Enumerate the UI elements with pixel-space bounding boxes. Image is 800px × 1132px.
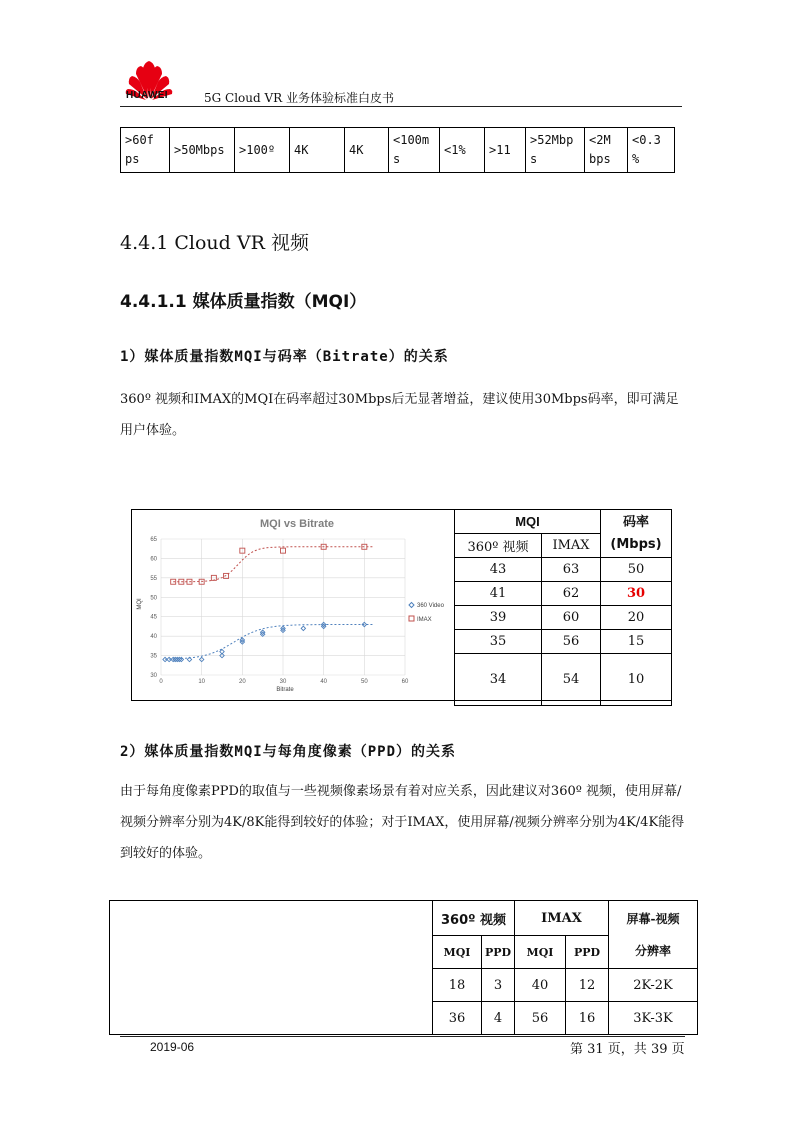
header-360-video: 360º 视频 (433, 901, 515, 936)
x-tick-label: 50 (360, 679, 368, 685)
x-tick-label: 30 (279, 679, 287, 685)
subheader-ppd: PPD (566, 936, 609, 969)
legend-label-imax: IMAX (417, 617, 432, 623)
table-cell: 20 (601, 606, 672, 630)
footer-date: 2019-06 (150, 1040, 195, 1054)
col-360-video: 360º 视频 (455, 534, 542, 558)
table-cell: 62 (542, 582, 601, 606)
subsection-heading: 4.4.1.1 媒体质量指数（MQI） (120, 292, 367, 312)
empty-cell (110, 901, 433, 1035)
table-cell: >100º (235, 128, 290, 173)
table-cell: 18 (433, 969, 482, 1002)
y-tick-label: 45 (150, 614, 157, 621)
table-row (121, 128, 675, 173)
mqi-bitrate-table (454, 509, 672, 706)
section-heading: 4.4.1 Cloud VR 视频 (120, 232, 309, 254)
header-resolution-line2: 分辨率 (634, 943, 671, 958)
y-axis-label: MQI (137, 598, 143, 610)
chart-points (163, 544, 367, 661)
legend-label-360: 360 Video (417, 603, 444, 609)
table-cell: >11 (485, 128, 526, 173)
y-tick-label: 55 (150, 575, 157, 582)
table-cell: 43 (455, 558, 542, 582)
footer-page-number: 第 31 页，共 39 页 (570, 1042, 685, 1057)
chart-legend (409, 603, 445, 624)
table-cell: 4K (290, 128, 345, 173)
data-point-360-video (301, 626, 305, 630)
footer-divider (120, 1036, 685, 1037)
legend-marker-imax (409, 616, 414, 621)
table-cell: 63 (542, 558, 601, 582)
paragraph-bitrate: 360º 视频和IMAX的MQI在码率超过30Mbps后无显著增益，建议使用30Mbps码率，即可满足用户体验。 (120, 392, 679, 438)
table-cell: 4 (482, 1002, 515, 1035)
table-cell: 56 (542, 630, 601, 654)
table-row (455, 582, 672, 606)
table-cell: 2K-2K (609, 969, 698, 1002)
table-cell: 16 (566, 1002, 609, 1035)
subheader-ppd: PPD (482, 936, 515, 969)
chart-ticks (150, 537, 409, 685)
table-cell: 12 (566, 969, 609, 1002)
header-mqi: MQI (455, 510, 601, 534)
legend-marker-360 (409, 603, 414, 608)
table-row (455, 630, 672, 654)
table-cell: 40 (515, 969, 566, 1002)
mqi-bitrate-chart (131, 509, 453, 699)
table-cell: >60f ps (121, 128, 170, 173)
chart-grid (161, 539, 405, 675)
table-cell: 4K (345, 128, 389, 173)
header-bitrate (601, 510, 672, 558)
logo-text: HUAWEI (126, 90, 168, 101)
ppd-table (109, 900, 698, 1035)
table-row (455, 558, 672, 582)
x-tick-label: 60 (401, 679, 409, 685)
y-tick-label: 50 (150, 595, 157, 602)
header-bitrate-label: 码率 (622, 514, 649, 530)
table-cell: 54 (542, 654, 601, 706)
col-imax: IMAX (542, 534, 601, 558)
table-cell: <0.3 % (628, 128, 675, 173)
header-bitrate-unit: (Mbps) (610, 536, 662, 552)
table-row (455, 510, 672, 534)
table-cell: <2M bps (585, 128, 628, 173)
y-tick-label: 30 (150, 673, 157, 679)
table-cell: 41 (455, 582, 542, 606)
table-cell: 36 (433, 1002, 482, 1035)
x-axis-label: Bitrate (276, 687, 294, 693)
y-tick-label: 65 (150, 537, 157, 543)
document-title: 5G Cloud VR 业务体验标准白皮书 (204, 91, 395, 105)
trendline-imax (173, 547, 372, 582)
x-tick-label: 20 (238, 679, 246, 685)
table-cell: 50 (601, 558, 672, 582)
x-tick-label: 40 (320, 679, 328, 685)
trendline-360-video (165, 625, 372, 660)
subheading-mqi-ppd: 2）媒体质量指数MQI与每角度像素（PPD）的关系 (120, 744, 456, 760)
table-cell: 56 (515, 1002, 566, 1035)
table-cell: >52Mbp s (526, 128, 585, 173)
table-row (455, 654, 672, 706)
header-resolution-line1: 屏幕-视频 (626, 911, 680, 926)
header-divider (120, 106, 682, 107)
chart-title: MQI vs Bitrate (260, 518, 334, 530)
x-tick-label: 0 (159, 679, 163, 685)
table-cell: 3K-3K (609, 1002, 698, 1035)
header-resolution (609, 901, 698, 969)
table-cell: 10 (601, 654, 672, 706)
table-cell: 15 (601, 630, 672, 654)
subheader-mqi: MQI (433, 936, 482, 969)
table-cell: 60 (542, 606, 601, 630)
table-row (455, 606, 672, 630)
paragraph-ppd: 由于每角度像素PPD的取值与一些视频像素场景有着对应关系，因此建议对360º 视频，使用屏幕/视频分辨率分别为4K/8K能得到较好的体验；对于IMAX，使用屏幕/视频分辨率分别为4K/4K能得到较好的体验。 (120, 784, 685, 861)
subheading-mqi-bitrate: 1）媒体质量指数MQI与码率（Bitrate）的关系 (120, 349, 449, 365)
table-cell: 3 (482, 969, 515, 1002)
table-cell: <100m s (389, 128, 440, 173)
y-tick-label: 60 (150, 556, 157, 563)
table-cell: 34 (455, 654, 542, 706)
x-tick-label: 10 (198, 679, 206, 685)
highlighted-cell: 30 (601, 582, 672, 606)
y-tick-label: 40 (150, 634, 157, 641)
table-cell: >50Mbps (170, 128, 235, 173)
table-cell: <1% (440, 128, 485, 173)
table-cell: 39 (455, 606, 542, 630)
header-imax: IMAX (515, 901, 609, 936)
table-cell: 35 (455, 630, 542, 654)
table-row (110, 901, 698, 936)
subheader-mqi: MQI (515, 936, 566, 969)
y-tick-label: 35 (150, 653, 157, 660)
spec-table (120, 127, 675, 173)
